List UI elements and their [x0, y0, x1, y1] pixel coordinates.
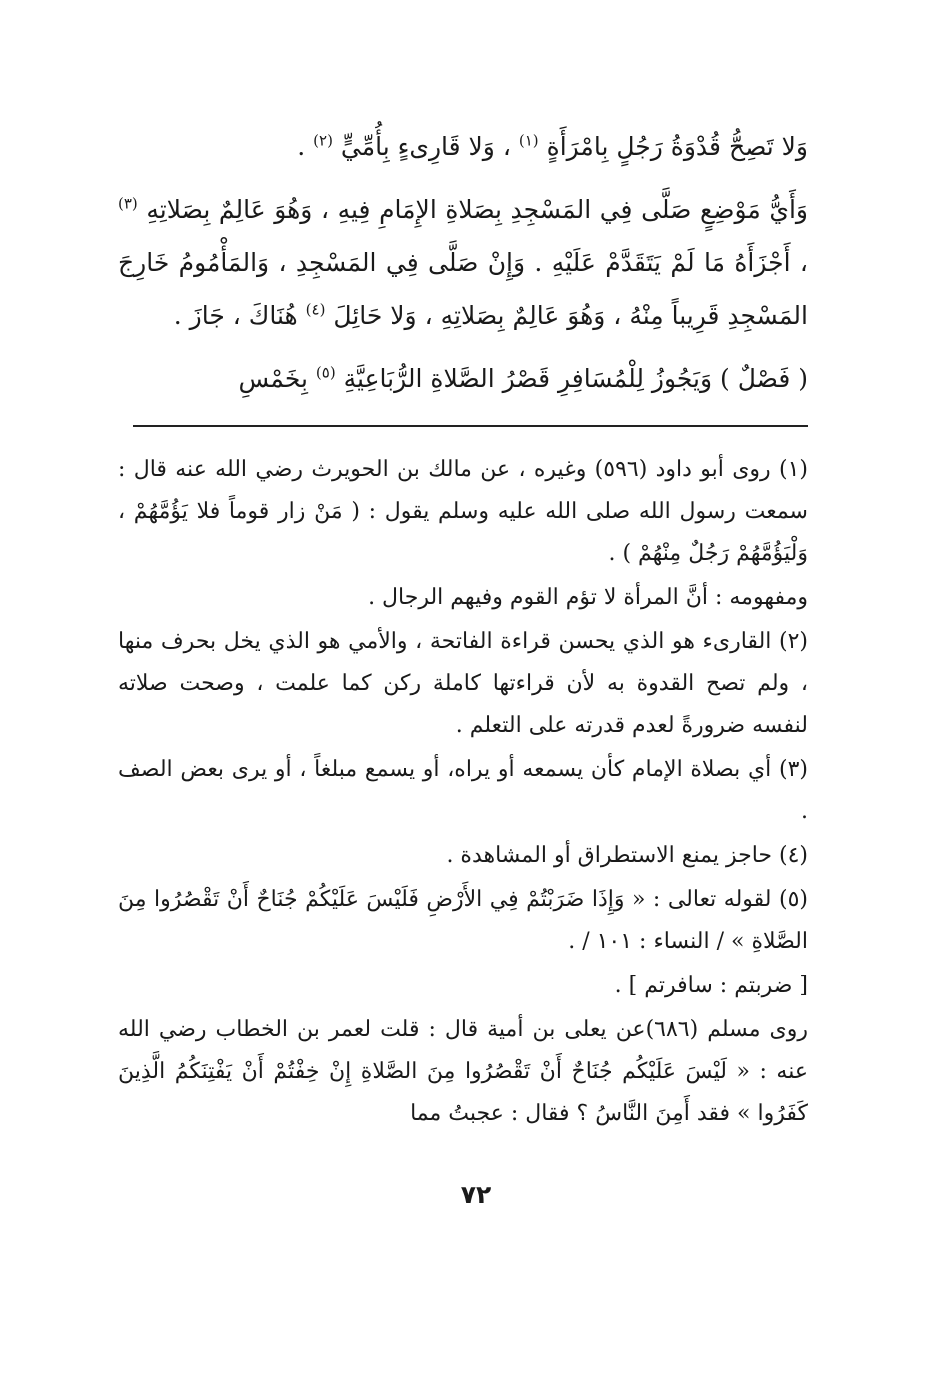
main-text [118, 120, 808, 405]
footnote-1-continuation: ومفهومه : أنَّ المرأة لا تؤم القوم وفيهم الرجال . [368, 585, 808, 610]
footnote-2: (٢) القارىء هو الذي يحسن قراءة الفاتحة ، والأمي هو الذي يخل بحرف منها ، ولم تصح القدوة به لأن قراءتها كاملة ركن كما علمت ، وصحت صلاته لنفسه ضرورةً لعدم قدرته على التعلم . [118, 629, 808, 738]
main-paragraph-2 [118, 183, 808, 342]
main-text-segment: . [297, 132, 306, 161]
main-text-segment: ، أَجْزَأَهُ مَا لَمْ يَتَقَدَّمْ عَلَيْهِ . وَإِنْ صَلَّى فِي المَسْجِدِ ، وَالمَأْمُومُ خَارِجَ المَسْجِدِ قَرِيباً مِنْهُ ، وَهُوَ عَالِمٌ بِصَلاتِهِ ، وَلا حَائِلَ [118, 248, 808, 330]
main-text-segment: بِخَمْسِ [238, 364, 308, 393]
main-text-segment: ، وَلا قَارِىءٍ بِأُمِّيٍّ [340, 132, 511, 161]
footnote-marker-2: (٢) [313, 131, 333, 150]
main-paragraph-3 [118, 352, 808, 405]
footnote-4: (٤) حاجز يمنع الاستطراق أو المشاهدة . [446, 843, 808, 868]
main-text-segment: وَأَيُّ مَوْضِعٍ صَلَّى فِي المَسْجِدِ بِصَلاةِ الإِمَامِ فِيهِ ، وَهُوَ عَالِمٌ بِصَلاتِهِ [146, 195, 808, 224]
footnote-5-hadith: روى مسلم (٦٨٦)عن يعلى بن أمية قال : قلت لعمر بن الخطاب رضي الله عنه : « لَيْسَ عَلَيْكُم جُنَاحٌ أَنْ تَقْصُرُوا مِنَ الصَّلاةِ إِنْ خِفْتُمْ أَنْ يَفْتِنَكُمُ الَّذِينَ كَفَرُوا » فقد أَمِنَ النَّاسُ ؟ فقال : عجبتُ مما [118, 1017, 809, 1126]
footnotes [118, 449, 808, 1135]
footnote-marker-4: (٤) [305, 300, 326, 319]
main-text-segment: ( فَصْلٌ ) وَيَجُوزُ لِلْمُسَافِرِ قَصْرُ الصَّلاةِ الرُّبَاعِيَّةِ [343, 364, 808, 393]
footnote-marker-1: (١) [518, 131, 539, 150]
footnote-marker-3: (٣) [118, 194, 138, 213]
footnote-3: (٣) أي بصلاة الإمام كأن يسمعه أو يراه، أو يسمع مبلغاً ، أو يرى بعض الصف . [118, 757, 808, 824]
main-paragraph-1 [118, 120, 808, 173]
footnote-1: (١) روى أبو داود (٥٩٦) وغيره ، عن مالك بن الحويرث رضي الله عنه قال : سمعت رسول الله صلى الله عليه وسلم يقول : ( مَنْ زار قوماً فلا يَؤُمَّهُمْ ، وَلْيَؤُمَّهُمْ رَجُلٌ مِنْهُمْ ) . [118, 457, 808, 566]
main-text-segment: هُنَاكَ ، جَازَ . [173, 301, 298, 330]
footnote-5: (٥) لقوله تعالى : « وَإِذَا ضَرَبْتُمْ فِي الأَرْضِ فَلَيْسَ عَلَيْكُمْ جُنَاحٌ أَنْ تَقْصُرُوا مِنَ الصَّلاةِ » / النساء : ١٠١ / . [118, 887, 808, 954]
page-body [118, 120, 808, 1137]
footnote-marker-5: (٥) [315, 363, 336, 382]
footnote-5-gloss: [ ضربتم : سافرتم ] . [614, 973, 808, 998]
footnote-separator [133, 425, 808, 427]
page-number: ٧٢ [460, 1180, 492, 1209]
main-text-segment: وَلا تَصِحُّ قُدْوَةُ رَجُلٍ بِامْرَأَةٍ [546, 132, 808, 161]
